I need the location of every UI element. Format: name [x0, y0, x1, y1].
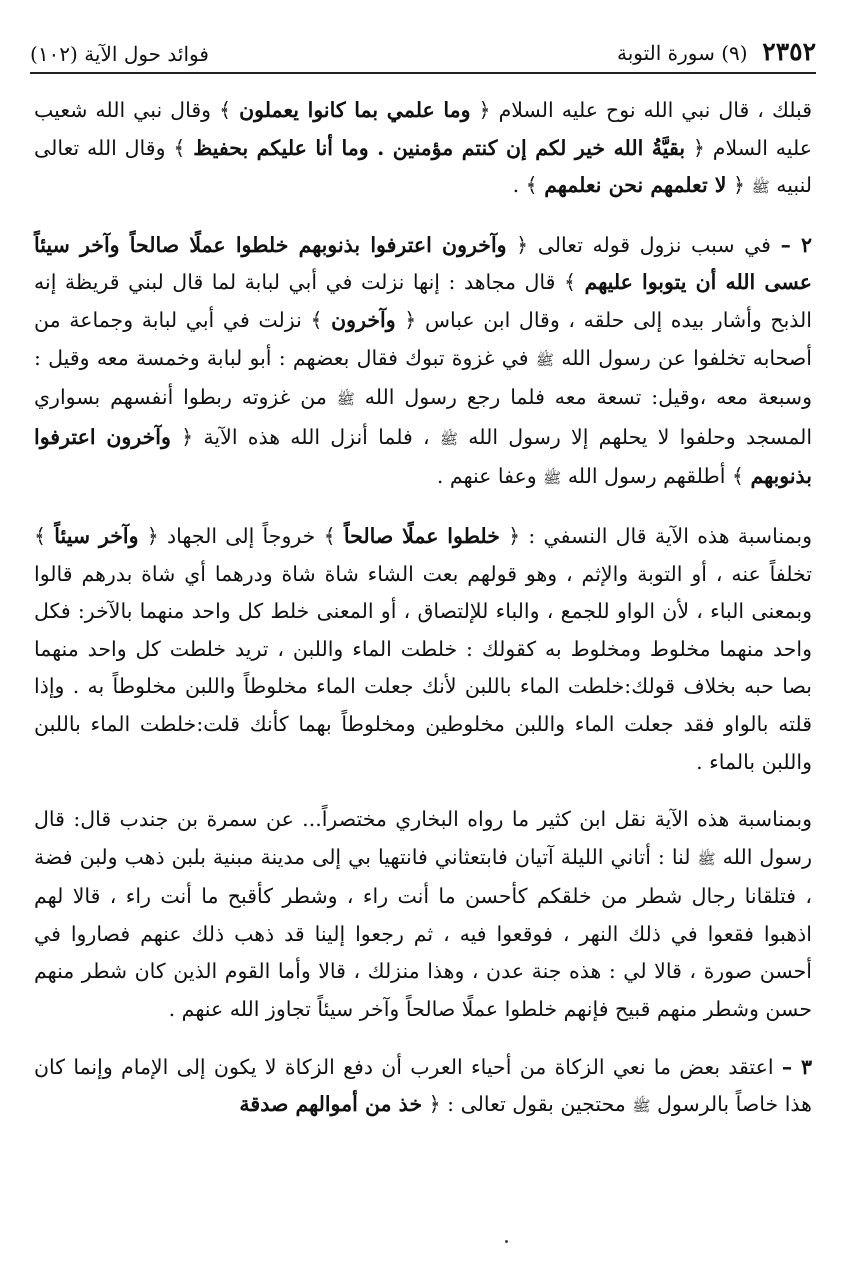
page-number: ٢٣٥٢ [762, 37, 816, 66]
page-body [34, 92, 812, 1232]
salla-symbol: ﷺ [439, 429, 459, 448]
text: لنا : أتاني الليلة آتيان فابتعثاني فانتهيا بي إلى مدينة مبنية بلبن ذهب ولبن فضة ، فتلقانا رجال شطر من خلقكم كأحسن ما أنت راء ، وشطر كأقبح ما أنت راء ، قالا لهم اذهبوا فقعوا في ذلك النهر ، فوقعوا فيه ، ثم رجعوا إلينا قد ذهب ذلك عنهم فصاروا في أحسن صورة ، قالا لي : هذه جنة عدن ، وهذا منزلك ، قالا وأما القوم الذين كان شطر منهم حسن وشطر منهم قبيح فإنهم خلطوا عملًا صالحاً وآخر سيئاً تجاوز الله عنهم . [34, 844, 812, 1022]
paragraph-4 [34, 801, 812, 1029]
paragraph-1 [34, 92, 812, 207]
text: تخلفاً عنه ، أو التوبة والإثم ، وهو قولهم بعت الشاء شاة شاة ودرهما أي شاة بدرهم قالوا وبمعنى الباء ، لأن الواو للجمع ، والباء للإلتصاق ، أو المعنى خلط كل واحد منهما بالآخر: فكل واحد منهما مخلوط ومخلوط به كقولك : خلطت الماء واللبن ، تريد خلطت كل واحد منهما بصا حبه بخلاف قولك:خلطت الماء باللبن لأنك جعلت الماء مخلوطاً واللبن مخلوطاً به . وإذا قلته بالواو فقد جعلت الماء واللبن مخلوطين ومخلوطاً بهما كأنك قلت:خلطت الماء باللبن واللبن بالماء . [34, 561, 812, 774]
text: في غزوة تبوك فقال بعضهم : أبو لبابة وخمسة معه وقيل : وسبعة معه ،وقيل: تسعة معه فلما رجع رسول الله [34, 345, 812, 410]
text: ، فلما أنزل الله هذه الآية [193, 424, 440, 449]
salla-symbol: ﷺ [751, 178, 770, 197]
header-right [617, 37, 816, 66]
paragraph-2 [34, 227, 812, 498]
point-number: ٢ – [780, 232, 813, 257]
running-title: فوائد حول الآية (١٠٢) [30, 42, 209, 66]
page-header [30, 16, 816, 66]
salla-symbol: ﷺ [543, 469, 562, 488]
text: وقال نبي الله شعيب عليه السلام [34, 98, 813, 160]
text: قال مجاهد : إنها نزلت في أبي لبابة لما قال لبني قريظة إنه الذبح وأشار بيده إلى حلقه ، وقال ابن عباس [34, 270, 813, 332]
text: في سبب نزول قوله تعالى [528, 232, 781, 257]
text: خروجاً إلى الجهاد [158, 523, 324, 548]
quran-quote: ﴿ خذ من أموالهم صدقة [239, 1092, 441, 1117]
paragraph-5 [34, 1049, 812, 1126]
quran-quote: ﴿ وآخر سيئاً ﴾ [34, 523, 159, 548]
text: أطلقهم رسول الله [561, 464, 732, 489]
salla-symbol: ﷺ [632, 1097, 651, 1116]
quran-quote: ﴿ وآخرون اعترفوا بذنوبهم ﴾ [34, 424, 812, 489]
text: نزلت في أبي لبابة وجماعة من أصحابه تخلفوا عن رسول الله [34, 307, 813, 370]
header-rule [30, 72, 816, 74]
quran-quote: ﴿ خلطوا عملًا صالحاً ﴾ [323, 523, 521, 548]
paragraph-3 [34, 518, 812, 781]
text: قبلك ، قال نبي الله نوح عليه السلام [490, 98, 812, 122]
text: وقال الله تعالى لنبيه [34, 135, 812, 198]
point-number: ٣ – [781, 1054, 812, 1079]
text: وعفا عنهم . [436, 464, 544, 489]
quran-quote: ﴿ وآخرون ﴾ [310, 307, 417, 332]
text: محتجين بقول تعالى : [440, 1092, 633, 1117]
salla-symbol: ﷺ [336, 390, 355, 409]
quran-quote: ﴿ وما علمي بما كانوا يعملون ﴾ [219, 98, 491, 122]
text: وبمناسبة هذه الآية قال النسفي : [520, 523, 812, 548]
text: اعتقد بعض ما نعي الزكاة من أحياء العرب أن دفع الزكاة لا يكون إلى الإمام وإنما كان هذا خاصاً بالرسول [34, 1054, 812, 1117]
salla-symbol: ﷺ [535, 350, 554, 369]
quran-quote: ﴿ وآخرون اعترفوا بذنوبهم خلطوا عملًا صالحاً وآخر سيئاً عسى الله أن يتوبوا عليهم ﴾ [34, 232, 812, 295]
text: وبمناسبة هذه الآية نقل ابن كثير ما رواه البخاري مختصراً... عن سمرة بن جندب قال: قال رسول الله [34, 807, 812, 869]
text: . [512, 173, 526, 198]
text: من غزوته ربطوا أنفسهم بسواري المسجد وحلفوا لا يحلهم إلا رسول الله [34, 385, 813, 449]
salla-symbol: ﷺ [697, 849, 716, 868]
quran-quote: ﴿ بقيَّةُ الله خير لكم إن كنتم مؤمنين . وما أنا عليكم بحفيظ ﴾ [173, 135, 705, 160]
sura-title: (٩) سورة التوبة [616, 41, 748, 65]
quran-quote: ﴿ لا تعلمهم نحن نعلمهم ﴾ [525, 173, 746, 198]
page-dot [505, 1240, 508, 1243]
